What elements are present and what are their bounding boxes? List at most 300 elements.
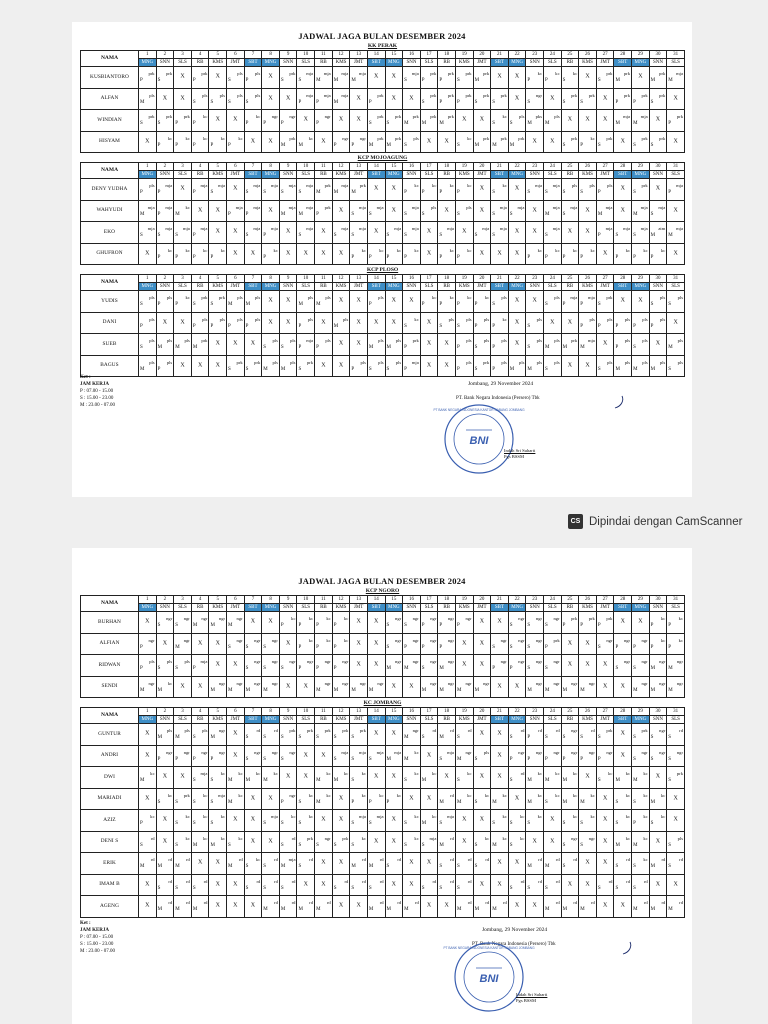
shift-cell xyxy=(614,853,632,875)
shift-cell xyxy=(297,67,315,89)
location-code: prk xyxy=(623,71,631,77)
shift-cell xyxy=(491,810,509,832)
shift-code: X xyxy=(426,795,432,802)
shift-code: P xyxy=(580,623,584,629)
shift-cell xyxy=(262,810,280,832)
shift-code: P xyxy=(650,254,654,260)
shift-cell xyxy=(455,334,473,356)
shift-cell xyxy=(139,355,157,377)
weekday-label: KMS xyxy=(332,283,350,291)
shift-code: X xyxy=(620,185,625,192)
shift-code: M xyxy=(474,142,480,148)
name-column-header: NAMA xyxy=(81,275,139,291)
day-number: 4 xyxy=(191,275,209,283)
weekday-label: RB xyxy=(561,604,579,612)
shift-code: X xyxy=(585,207,590,214)
shift-code: M xyxy=(228,302,233,308)
location-code: rd xyxy=(256,878,261,884)
shift-cell xyxy=(420,831,438,853)
shift-code: S xyxy=(228,99,231,105)
shift-code: P xyxy=(439,644,443,650)
shift-code: S xyxy=(175,666,178,672)
shift-cell xyxy=(632,831,650,853)
name-column-header: NAMA xyxy=(81,596,139,612)
location-code: kc xyxy=(643,792,648,798)
shift-cell xyxy=(491,633,509,655)
location-code: pls xyxy=(536,316,543,322)
shift-code: X xyxy=(391,683,396,690)
shift-cell xyxy=(279,222,297,244)
shift-cell xyxy=(279,612,297,634)
signature-org: PT. Bank Negara Indonesia (Persero) Tbk xyxy=(456,396,540,401)
shift-code: X xyxy=(268,618,273,625)
section-label: KCP PLOSO xyxy=(366,267,399,273)
location-code: mja xyxy=(623,226,631,232)
shift-code: M xyxy=(368,142,374,148)
shift-code: S xyxy=(650,821,654,827)
location-code: prk xyxy=(430,114,437,120)
shift-cell xyxy=(227,676,245,698)
location-code: rd xyxy=(150,857,155,863)
shift-cell xyxy=(191,676,209,698)
shift-code: X xyxy=(602,683,608,690)
day-number: 2 xyxy=(156,708,174,716)
shift-cell xyxy=(526,655,544,677)
location-code: pls xyxy=(413,135,419,141)
shift-cell xyxy=(262,874,280,896)
day-number: 1 xyxy=(139,51,157,59)
shift-cell xyxy=(332,67,350,89)
shift-cell xyxy=(403,312,421,334)
shift-cell xyxy=(156,67,174,89)
shift-code: S xyxy=(351,885,355,891)
shift-code: S xyxy=(175,623,178,629)
shift-cell xyxy=(438,831,456,853)
staff-row xyxy=(81,222,685,244)
location-code: ngr xyxy=(324,680,331,686)
shift-code: X xyxy=(197,362,203,369)
shift-code: S xyxy=(509,778,513,784)
day-number: 31 xyxy=(667,708,685,716)
staff-name: BURHAN xyxy=(81,612,139,634)
shift-code: X xyxy=(145,795,150,802)
shift-cell xyxy=(491,243,509,265)
weekday-label: RB xyxy=(561,171,579,179)
weekday-label: JMT xyxy=(350,59,368,67)
location-code: kc xyxy=(167,792,173,798)
shift-code: M xyxy=(368,345,374,351)
weekday-label: SNN xyxy=(403,604,421,612)
day-number: 22 xyxy=(508,596,526,604)
location-code: pls xyxy=(624,359,631,365)
weekday-label: SBT xyxy=(614,59,632,67)
location-code: mja xyxy=(288,857,296,863)
location-code: rd xyxy=(186,857,190,863)
shift-cell xyxy=(579,655,597,677)
shift-cell xyxy=(667,312,685,334)
day-number: 30 xyxy=(649,163,667,171)
shift-code: X xyxy=(233,752,238,759)
weekday-label: SNN xyxy=(403,59,421,67)
weekday-label: KMS xyxy=(209,283,227,291)
shift-code: S xyxy=(333,735,337,741)
shift-code: M xyxy=(562,345,568,351)
shift-cell xyxy=(209,676,227,698)
shift-cell xyxy=(561,745,579,767)
shift-cell xyxy=(596,810,614,832)
shift-code: X xyxy=(250,618,256,625)
shift-cell xyxy=(632,788,650,810)
shift-code: M xyxy=(386,907,391,913)
shift-code: P xyxy=(615,99,619,105)
shift-code: S xyxy=(263,644,267,650)
location-code: kc xyxy=(150,814,155,820)
location-code: mja xyxy=(623,114,631,120)
location-code: kc xyxy=(502,835,507,841)
shift-code: X xyxy=(409,297,414,304)
weekday-label: SBT xyxy=(491,59,509,67)
staff-row xyxy=(81,179,685,201)
shift-cell xyxy=(227,853,245,875)
shift-code: P xyxy=(333,623,337,629)
shift-cell xyxy=(350,655,368,677)
shift-cell xyxy=(174,179,192,201)
shift-code: X xyxy=(356,640,361,647)
location-code: ngr xyxy=(535,749,543,755)
shift-code: X xyxy=(215,902,220,909)
day-number: 30 xyxy=(649,275,667,283)
shift-cell xyxy=(209,767,227,789)
shift-cell xyxy=(596,633,614,655)
shift-cell xyxy=(579,612,597,634)
shift-cell xyxy=(420,810,438,832)
shift-cell xyxy=(561,243,579,265)
location-code: kc xyxy=(220,247,226,253)
shift-cell xyxy=(614,88,632,110)
shift-code: X xyxy=(462,816,467,823)
shift-cell xyxy=(403,676,421,698)
location-code: rd xyxy=(432,878,437,884)
shift-cell xyxy=(579,243,597,265)
shift-code: P xyxy=(263,254,267,260)
shift-code: P xyxy=(439,254,443,260)
day-number: 2 xyxy=(156,275,174,283)
shift-cell xyxy=(455,896,473,918)
shift-code: S xyxy=(175,885,178,891)
shift-code: X xyxy=(532,138,537,145)
shift-code: S xyxy=(245,756,249,762)
name-column-header: NAMA xyxy=(81,163,139,179)
weekday-label: SLS xyxy=(544,283,562,291)
location-code: pls xyxy=(272,359,278,365)
shift-code: X xyxy=(567,319,573,326)
shift-code: X xyxy=(426,250,432,257)
shift-code: P xyxy=(192,323,196,329)
shift-code: S xyxy=(157,121,161,127)
shift-code: S xyxy=(474,756,478,762)
location-code: pls xyxy=(466,338,472,344)
shift-code: P xyxy=(545,756,548,762)
shift-cell xyxy=(315,896,333,918)
shift-code: S xyxy=(386,233,390,239)
shift-cell xyxy=(156,896,174,918)
shift-code: P xyxy=(456,190,460,196)
weekday-label: SLS xyxy=(544,171,562,179)
location-code: ngr xyxy=(201,749,208,755)
weekday-label: JMT xyxy=(350,171,368,179)
location-code: prk xyxy=(306,835,314,841)
weekday-label: KMS xyxy=(332,716,350,724)
shift-code: M xyxy=(298,211,303,217)
shift-cell xyxy=(209,810,227,832)
location-code: kc xyxy=(220,771,226,777)
schedule-table xyxy=(80,50,685,153)
shift-code: M xyxy=(492,842,497,848)
shift-code: S xyxy=(280,842,284,848)
shift-cell xyxy=(403,745,421,767)
staff-row xyxy=(81,745,685,767)
shift-cell xyxy=(209,853,227,875)
location-code: pls xyxy=(659,316,666,322)
day-number: 15 xyxy=(385,708,403,716)
location-code: pls xyxy=(307,295,314,301)
weekday-label: JMT xyxy=(350,283,368,291)
shift-cell xyxy=(667,633,685,655)
day-number: 23 xyxy=(526,708,544,716)
shift-code: X xyxy=(585,773,590,780)
staff-name: ALFIAN xyxy=(81,633,139,655)
shift-cell xyxy=(209,724,227,746)
weekday-label: KMS xyxy=(455,604,473,612)
location-code: mja xyxy=(341,92,349,98)
shift-code: P xyxy=(509,756,513,762)
weekday-label: JMT xyxy=(473,171,491,179)
shift-cell xyxy=(227,767,245,789)
location-code: ngr xyxy=(183,616,190,622)
shift-cell xyxy=(526,612,544,634)
location-code: kc xyxy=(203,835,208,841)
day-number: 20 xyxy=(473,708,491,716)
shift-cell xyxy=(544,179,562,201)
location-code: rd xyxy=(679,728,683,734)
shift-code: X xyxy=(426,340,432,347)
shift-code: S xyxy=(298,78,302,84)
location-code: kc xyxy=(555,792,560,798)
location-code: kc xyxy=(326,637,331,643)
weekday-label: MNG xyxy=(262,283,280,291)
shift-cell xyxy=(596,243,614,265)
weekday-label: SBT xyxy=(614,604,632,612)
shift-code: M xyxy=(140,366,145,372)
day-number: 19 xyxy=(455,51,473,59)
day-number: 6 xyxy=(227,596,245,604)
location-code: ngr xyxy=(535,616,543,622)
day-number: 13 xyxy=(350,708,368,716)
day-number: 4 xyxy=(191,708,209,716)
shift-code: S xyxy=(509,842,513,848)
shift-code: P xyxy=(280,799,284,805)
shift-code: S xyxy=(421,735,425,741)
location-code: kc xyxy=(185,295,190,301)
shift-cell xyxy=(561,110,579,132)
shift-code: P xyxy=(404,190,407,196)
shift-cell xyxy=(614,355,632,377)
location-code: pls xyxy=(677,295,683,301)
shift-code: P xyxy=(456,99,460,105)
shift-cell xyxy=(667,831,685,853)
shift-cell xyxy=(350,767,368,789)
staff-row xyxy=(81,810,685,832)
location-code: prk xyxy=(430,92,437,98)
shift-cell xyxy=(473,334,491,356)
weekday-label: SBT xyxy=(244,171,262,179)
shift-cell xyxy=(491,788,509,810)
shift-code: M xyxy=(456,687,462,693)
shift-cell xyxy=(244,110,262,132)
shift-code: M xyxy=(456,756,462,762)
shift-cell xyxy=(561,676,579,698)
day-number: 16 xyxy=(403,275,421,283)
shift-code: S xyxy=(492,302,495,308)
day-number: 8 xyxy=(262,275,280,283)
shift-cell xyxy=(508,110,526,132)
shift-cell xyxy=(262,88,280,110)
day-number: 15 xyxy=(385,163,403,171)
location-code: ngr xyxy=(659,680,666,686)
shift-cell xyxy=(332,110,350,132)
shift-code: X xyxy=(145,250,150,257)
location-code: rd xyxy=(362,878,366,884)
staff-name: AZIZ xyxy=(81,810,139,832)
shift-cell xyxy=(438,67,456,89)
shift-code: X xyxy=(268,795,273,802)
weekday-label: MNG xyxy=(632,59,650,67)
location-code: kc xyxy=(396,247,402,253)
shift-cell xyxy=(156,131,174,153)
stamp-logo: BNI xyxy=(479,973,499,985)
shift-code: S xyxy=(527,644,531,650)
shift-cell xyxy=(632,724,650,746)
shift-code: X xyxy=(567,228,573,235)
shift-cell xyxy=(596,355,614,377)
shift-cell xyxy=(332,655,350,677)
weekday-label: JMT xyxy=(227,716,245,724)
shift-code: S xyxy=(351,778,355,784)
location-code: kc xyxy=(273,247,278,253)
shift-code: M xyxy=(650,233,656,239)
location-code: kc xyxy=(203,792,208,798)
shift-code: X xyxy=(180,319,185,326)
shift-code: M xyxy=(456,799,462,805)
day-number: 13 xyxy=(350,596,368,604)
shift-code: X xyxy=(602,816,608,823)
shift-cell xyxy=(139,88,157,110)
shift-code: X xyxy=(673,881,678,888)
location-code: mja xyxy=(341,226,349,232)
location-code: kc xyxy=(185,835,190,841)
shift-cell xyxy=(174,612,192,634)
location-code: prk xyxy=(148,71,155,77)
shift-cell xyxy=(649,222,667,244)
weekday-label: KMS xyxy=(455,716,473,724)
shift-cell xyxy=(491,655,509,677)
shift-code: X xyxy=(268,138,273,145)
weekday-label: RB xyxy=(191,171,209,179)
shift-code: X xyxy=(409,95,414,102)
shift-code: S xyxy=(263,821,267,827)
shift-cell xyxy=(315,291,333,313)
location-code: mja xyxy=(587,295,595,301)
day-number: 15 xyxy=(385,51,403,59)
shift-code: S xyxy=(404,323,407,329)
location-code: kc xyxy=(414,183,419,189)
shift-code: S xyxy=(474,799,478,805)
shift-cell xyxy=(508,745,526,767)
shift-code: M xyxy=(386,142,391,148)
day-number: 11 xyxy=(315,51,333,59)
shift-code: X xyxy=(374,773,379,780)
shift-code: X xyxy=(338,795,344,802)
shift-cell xyxy=(385,767,403,789)
shift-code: S xyxy=(404,233,407,239)
shift-code: X xyxy=(638,73,643,80)
shift-cell xyxy=(632,896,650,918)
staff-row xyxy=(81,110,685,132)
shift-cell xyxy=(561,633,579,655)
shift-cell xyxy=(350,355,368,377)
shift-cell xyxy=(544,788,562,810)
shift-cell xyxy=(473,831,491,853)
shift-cell xyxy=(209,67,227,89)
shift-code: X xyxy=(145,902,150,909)
location-code: prk xyxy=(553,637,560,643)
shift-code: X xyxy=(374,228,379,235)
shift-code: S xyxy=(280,735,284,741)
shift-cell xyxy=(473,724,491,746)
shift-code: S xyxy=(421,666,425,672)
shift-code: M xyxy=(263,778,268,784)
shift-code: S xyxy=(545,233,548,239)
location-code: mja xyxy=(182,226,190,232)
shift-cell xyxy=(491,831,509,853)
shift-cell xyxy=(156,724,174,746)
location-code: ngr xyxy=(641,659,648,665)
shift-code: X xyxy=(444,362,449,369)
weekday-label: SNN xyxy=(156,716,174,724)
weekday-label: SNN xyxy=(403,716,421,724)
shift-cell xyxy=(156,831,174,853)
shift-code: M xyxy=(157,864,163,870)
location-code: mja xyxy=(147,226,155,232)
shift-cell xyxy=(315,312,333,334)
day-number: 5 xyxy=(209,163,227,171)
weekday-label: SLS xyxy=(420,604,438,612)
weekday-label: JMT xyxy=(473,716,491,724)
shift-code: P xyxy=(368,99,372,105)
shift-cell xyxy=(227,110,245,132)
location-code: pls xyxy=(237,71,243,77)
shift-code: X xyxy=(391,816,396,823)
staff-row xyxy=(81,291,685,313)
shift-cell xyxy=(350,131,368,153)
shift-code: X xyxy=(479,618,485,625)
shift-code: X xyxy=(479,816,485,823)
shift-code: X xyxy=(497,752,502,759)
shift-code: S xyxy=(545,190,548,196)
weekday-label: SBT xyxy=(614,716,632,724)
location-code: prk xyxy=(588,616,595,622)
shift-cell xyxy=(244,131,262,153)
